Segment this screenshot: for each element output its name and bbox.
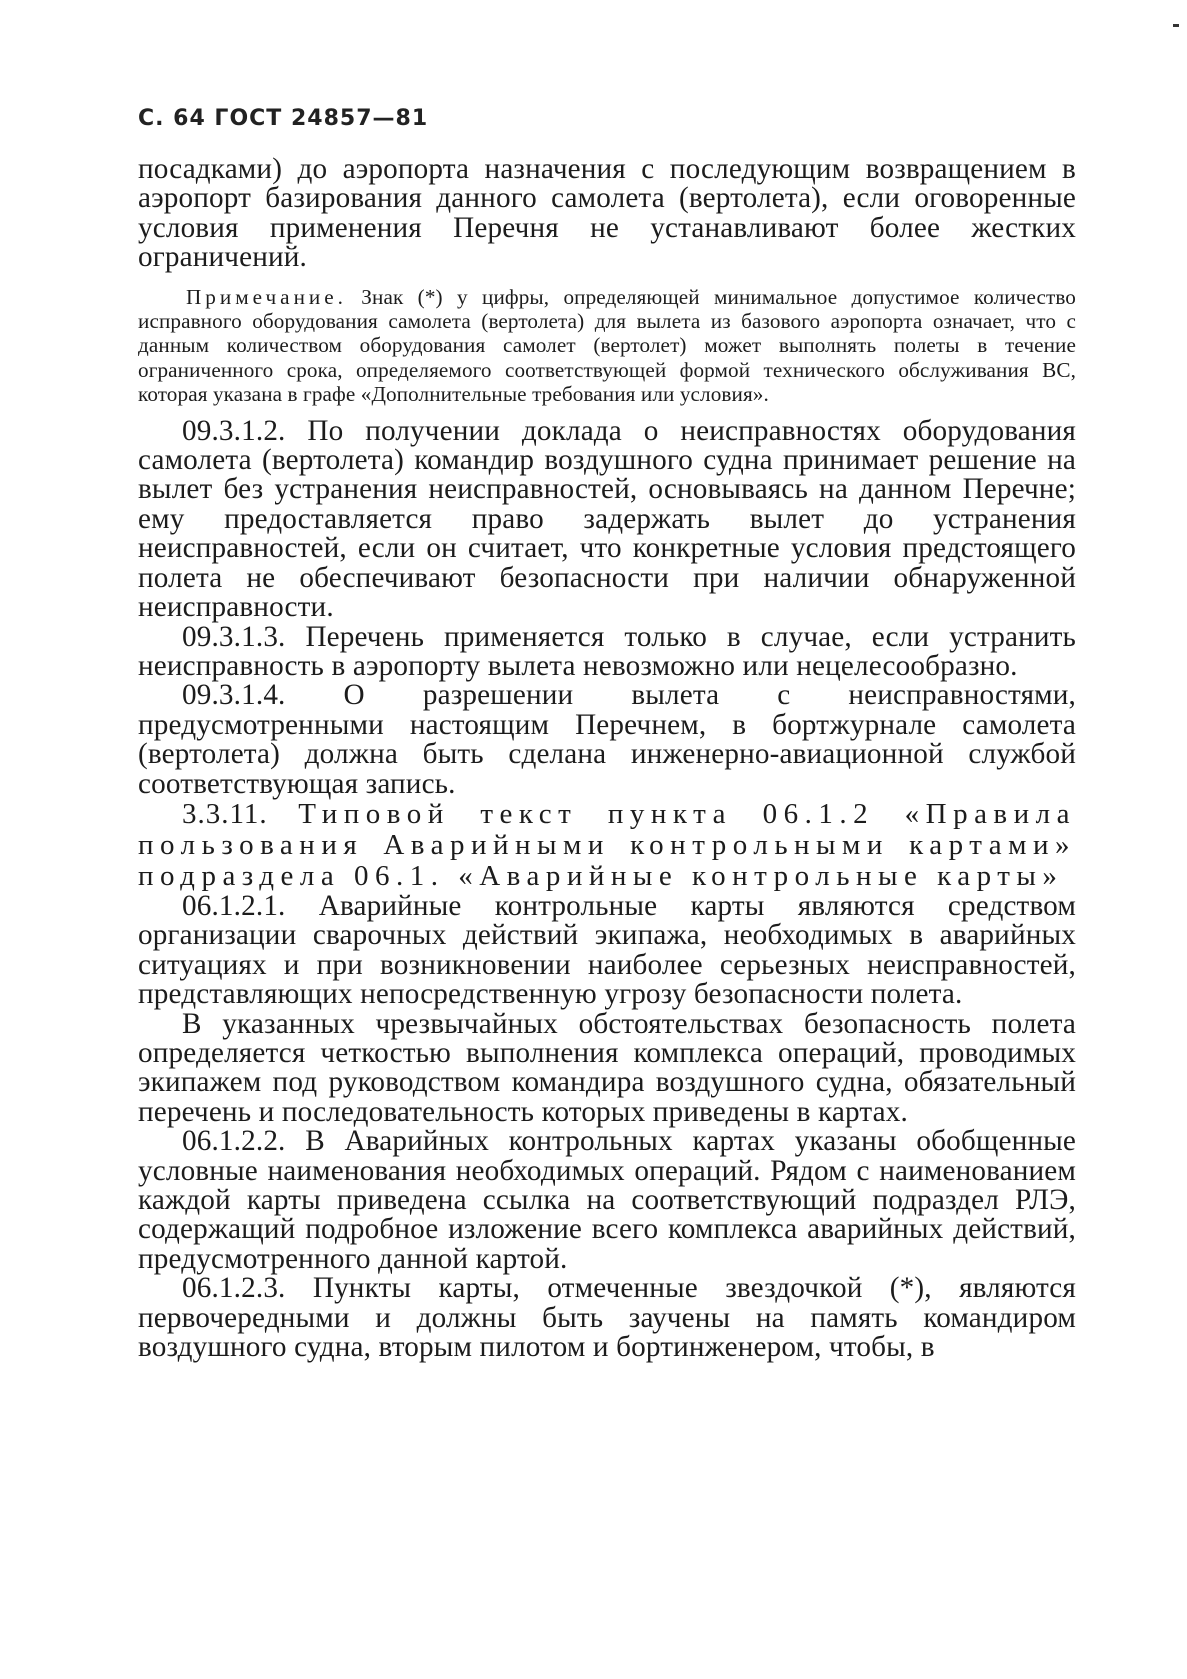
paragraph-06-1-2-3: 06.1.2.3. Пункты карты, отмеченные звездочкой (*), являются первочередными и должны быть заучены на память командиром воздушного судна, вторым пилотом и бортинженером, чтобы, в <box>138 1272 1076 1364</box>
section-title: Типовой текст пункта 06.1.2 «Правила пользования Аварийными контрольными картами» подраздела 06.1. «Аварийные контрольные карты» <box>138 797 1076 892</box>
paragraph-06-1-2-2: 06.1.2.2. В Аварийных контрольных картах указаны обобщенные условные наименования необходимых операций. Рядом с наименованием каждой карты приведена ссылка на соответствующий подраздел РЛЭ, содержащий подробное изложение всего комплекса аварийных действий, предусмотренного данной картой. <box>138 1125 1076 1275</box>
page-header: С. 64 ГОСТ 24857—81 <box>138 106 429 131</box>
paragraph-emergency-circumstances: В указанных чрезвычайных обстоятельствах безопасность полета определяется четкостью выполнения комплекса операций, проводимых экипажем под руководством командира воздушного судна, обязательный перечень и последовательность которых приведены в картах. <box>138 1007 1076 1128</box>
section-number: 3.3.11. <box>182 797 268 830</box>
scan-mark <box>1173 24 1179 27</box>
paragraph-09-3-1-2: 09.3.1.2. По получении доклада о неисправностях оборудования самолета (вертолета) командир воздушного судна принимает решение на вылет без устранения неисправностей, основываясь на данном Перечне; ему предоставляется право задержать вылет до устранения неисправностей, если он считает, что конкретные условия предстоящего полета не обеспечивают безопасности при наличии обнаруженной неисправности. <box>138 414 1076 624</box>
note-paragraph <box>138 285 1076 407</box>
paragraph-09-3-1-4: 09.3.1.4. О разрешении вылета с неисправностями, предусмотренными настоящим Перечнем, в бортжурнале самолета (вертолета) должна быть сделана инженерно-авиационной службой соответствующая запись. <box>138 679 1076 800</box>
paragraph-06-1-2-1: 06.1.2.1. Аварийные контрольные карты являются средством организации сварочных действий экипажа, необходимых в аварийных ситуациях и при возникновении наиболее серьезных неисправностей, представляющих непосредственную угрозу безопасности полета. <box>138 889 1076 1011</box>
note-label: Примечание. <box>186 284 347 309</box>
section-heading <box>138 799 1076 892</box>
continuation-paragraph: посадками) до аэропорта назначения с последующим возвращением в аэропорт базирования данного самолета (вертолета), если оговоренные условия применения Перечня не устанавливают более жестких ограничений. <box>138 153 1076 274</box>
paragraph-09-3-1-3: 09.3.1.3. Перечень применяется только в случае, если устранить неисправность в аэропорту вылета невозможно или нецелесообразно. <box>138 620 1076 682</box>
note-text: Знак (*) у цифры, определяющей минимальное допустимое количество исправного оборудования самолета (вертолета) для вылета из базового аэропорта означает, что с данным количеством оборудования самолет (вертолет) может выполнять полеты в течение ограниченного срока, определяемого соответствующей формой технического обслуживания ВС, которая указана в графе «Дополнительные требования или условия». <box>138 284 1076 407</box>
document-page <box>138 100 1076 1362</box>
